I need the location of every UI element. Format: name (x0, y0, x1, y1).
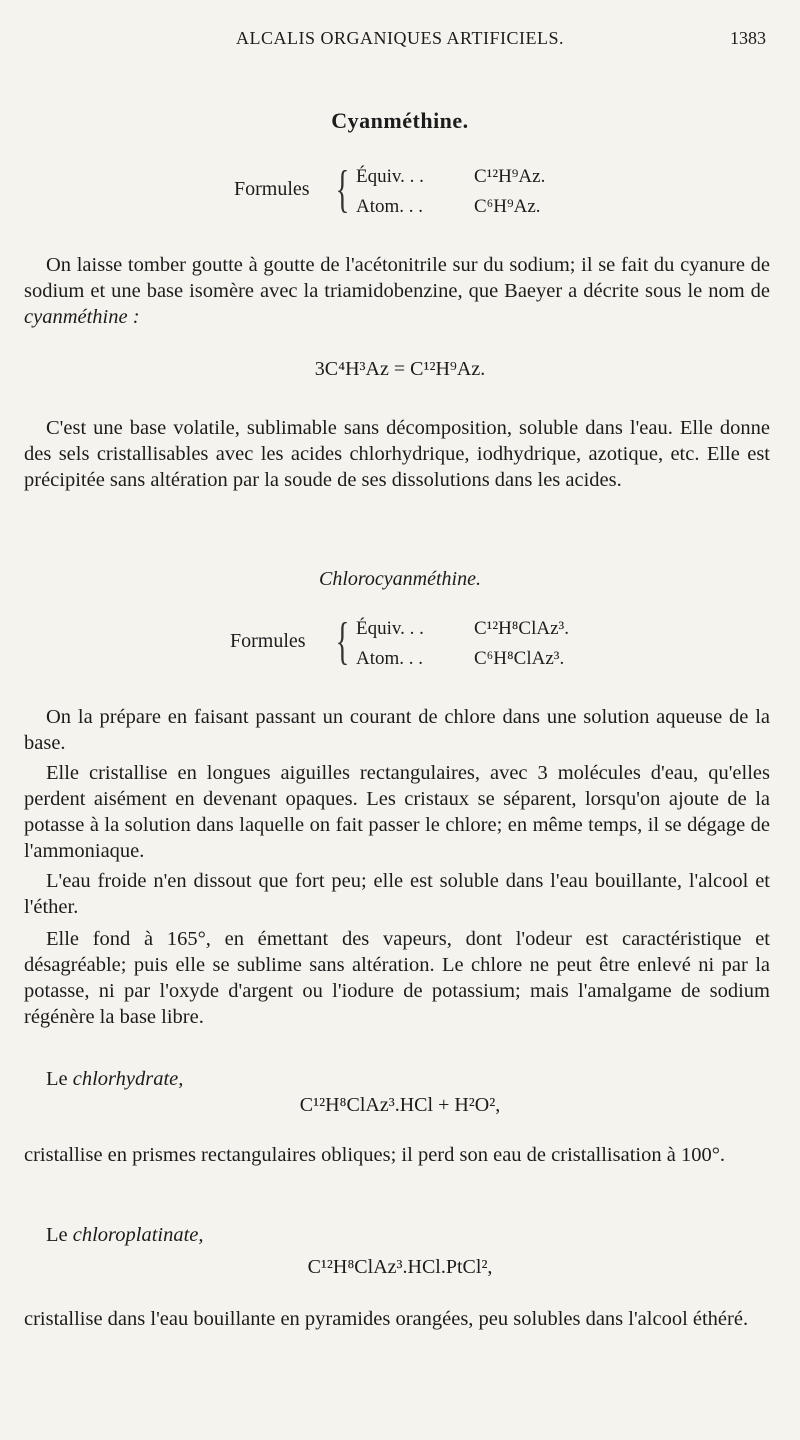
section-heading-chlorocyanmethine: Chlorocyanméthine. (318, 568, 481, 590)
paragraph (24, 1222, 770, 1248)
equation: C¹²H⁸ClAz³.HCl + H²O², (299, 1094, 501, 1116)
page-number: 1383 (730, 28, 766, 48)
paragraph: Elle fond à 165°, en émettant des vapeurs, dont l'odeur est caractéristique et désagréable; puis elle se sublime sans altération. Le chlore ne peut être enlevé ni par la potasse, ni par l'oxyde d'argent ou l'iodure de potassium; mais l'amalgame de sodium régénère la base libre. (24, 928, 770, 1028)
atom-row (356, 648, 564, 670)
equiv-formula: C¹²H⁸ClAz³. (474, 618, 569, 639)
brace-glyph: { (335, 161, 350, 218)
atom-label: Atom. . . (356, 648, 424, 669)
paragraph-prefix: Le (46, 1224, 68, 1246)
equation: 3C⁴H³Az = C¹²H⁹Az. (314, 358, 486, 380)
paragraph-text: On laisse tomber goutte à goutte de l'acétonitrile sur du sodium; il se fait du cyanure de sodium et une base isomère avec la triamidobenzine, que Baeyer a décrite sous le nom de (24, 254, 770, 302)
formulas-label: Formules (234, 178, 310, 200)
equiv-label: Équiv. . . (356, 166, 424, 187)
term-cyanmethine: cyanméthine : (24, 306, 140, 328)
atom-formula: C⁶H⁸ClAz³. (474, 648, 565, 669)
formula-block-cyanmethine (234, 162, 564, 224)
brace-glyph: { (335, 613, 350, 670)
paragraph: cristallise dans l'eau bouillante en pyramides orangées, peu solubles dans l'alcool éthéré. (24, 1308, 749, 1330)
equiv-formula: C¹²H⁹Az. (474, 166, 546, 187)
term-chlorhydrate: chlorhydrate, (72, 1068, 184, 1090)
term-chloroplatinate: chloroplatinate, (72, 1224, 204, 1246)
paragraph: L'eau froide n'en dissout que fort peu; elle est soluble dans l'eau bouillante, l'alcool et l'éther. (24, 870, 770, 918)
paragraph: On la prépare en faisant passant un courant de chlore dans une solution aqueuse de la base. (24, 706, 770, 754)
paragraph (24, 252, 770, 330)
equiv-label: Équiv. . . (356, 618, 424, 639)
paragraph: Elle cristallise en longues aiguilles rectangulaires, avec 3 molécules d'eau, qu'elles perdent aisément en devenant opaques. Les cristaux se séparent, lorsqu'on ajoute de la potasse à la solution dans laquelle on fait passer le chlore; en même temps, il se dégage de l'ammoniaque. (24, 762, 770, 862)
equiv-row (356, 166, 545, 188)
paragraph: cristallise en prismes rectangulaires obliques; il perd son eau de cristallisation à 100°. (24, 1144, 726, 1166)
section-heading-cyanmethine: Cyanméthine. (331, 108, 469, 133)
paragraph: C'est une base volatile, sublimable sans décomposition, soluble dans l'eau. Elle donne des sels cristallisables avec les acides chlorhydrique, iodhydrique, azotique, etc. Elle est précipitée sans altération par la soude de ses dissolutions dans les acides. (24, 417, 770, 491)
atom-row (356, 196, 541, 218)
equation: C¹²H⁸ClAz³.HCl.PtCl², (307, 1256, 493, 1278)
formula-block-chlorocyanmethine (230, 614, 590, 676)
atom-label: Atom. . . (356, 196, 424, 217)
paragraph-prefix: Le (46, 1068, 68, 1090)
running-header (0, 28, 800, 52)
running-title: ALCALIS ORGANIQUES ARTIFICIELS. (236, 28, 564, 48)
paragraph (24, 1066, 770, 1092)
atom-formula: C⁶H⁹Az. (474, 196, 541, 217)
equiv-row (356, 618, 569, 640)
formulas-label: Formules (230, 630, 306, 652)
